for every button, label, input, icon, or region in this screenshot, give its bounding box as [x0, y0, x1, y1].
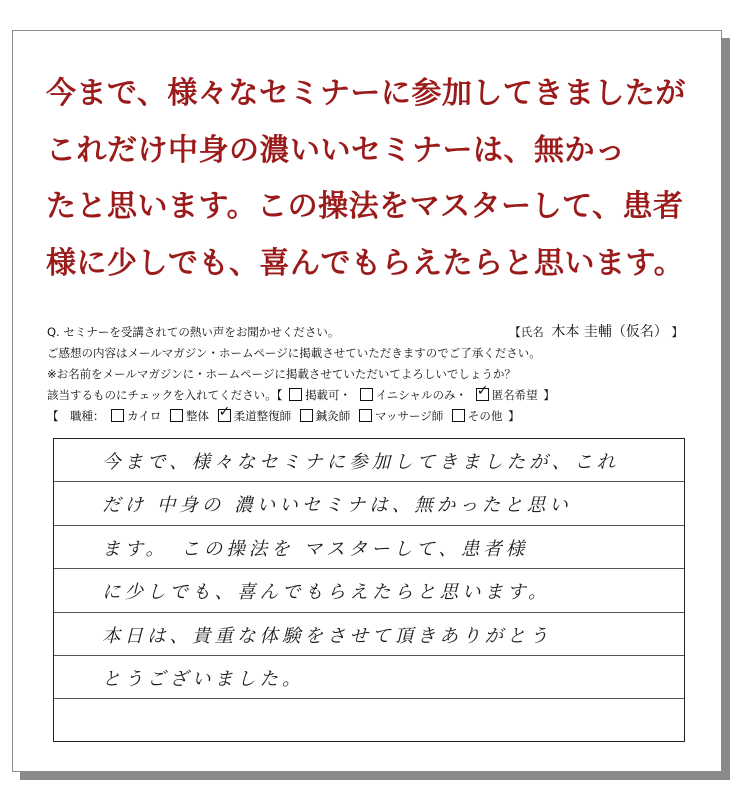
consent-text: ご感想の内容はメールマガジン・ホームページに掲載させていただきますのでご了承ください。: [47, 346, 541, 360]
headline-line: 今まで、様々なセミナーに参加してきましたが: [46, 76, 686, 111]
option-other: その他: [467, 409, 503, 423]
consent-row: [47, 343, 689, 364]
headline-line: たと思います。この操法をマスターして、患者: [46, 189, 684, 224]
occupation-label: 【 職種：: [47, 409, 105, 423]
checkbox-anonymous[interactable]: [476, 388, 489, 401]
checkbox-other[interactable]: [452, 409, 465, 422]
handwritten-answer-box: [53, 438, 685, 742]
option-seitai: 整体: [185, 409, 209, 423]
option-initials-only: イニシャルのみ・: [375, 388, 468, 402]
checkbox-chiro[interactable]: [111, 409, 124, 422]
name-value: 木本 圭輔（仮名）: [551, 324, 668, 340]
publish-close-bracket: 】: [543, 388, 555, 402]
option-massage: マッサージ師: [374, 409, 444, 423]
question-text: Q. セミナーを受講されての熱い声をお聞かせください。: [47, 325, 340, 339]
checkbox-massage[interactable]: [359, 409, 372, 422]
answer-line: に少しでも、喜んでもらえたらと思います。: [54, 569, 684, 612]
answer-line: だけ 中身の 濃いいセミナは、無かったと思い: [54, 482, 684, 525]
answer-line: 本日は、貴重な体験をさせて頂きありがとう: [54, 613, 684, 656]
option-publish-ok: 掲載可・: [305, 388, 352, 402]
publish-ask-text: ※お名前をメールマガジンに・ホームページに掲載させていただいてよろしいでしょうか？: [47, 367, 516, 381]
headline-quote: [46, 66, 706, 292]
question-row: [47, 322, 689, 343]
checkbox-initials-only[interactable]: [360, 388, 373, 401]
name-label: 【氏名: [509, 325, 544, 339]
publish-options-row: [47, 385, 689, 406]
option-acupuncture: 鍼灸師: [315, 409, 351, 423]
headline-line: これだけ中身の濃いいセミナーは、無かっ: [46, 132, 626, 168]
answer-line: 今まで、様々なセミナに参加してきましたが、これ: [54, 439, 684, 482]
option-judo-therapist: 柔道整復師: [233, 409, 292, 423]
checkbox-publish-ok[interactable]: [289, 388, 302, 401]
name-field: [509, 322, 683, 343]
answer-line: ます。 この操法を マスターして、患者様: [54, 526, 684, 569]
answer-line: とうございました。: [54, 656, 684, 699]
name-close-bracket: 】: [671, 325, 683, 339]
checkbox-acupuncture[interactable]: [300, 409, 313, 422]
answer-line: [54, 699, 684, 742]
publish-ask-row: [47, 364, 689, 385]
checkbox-judo-therapist[interactable]: [218, 409, 231, 422]
option-chiro: カイロ: [127, 409, 162, 423]
option-anonymous: 匿名希望: [491, 388, 538, 402]
check-prompt: 該当するものにチェックを入れてください。【: [47, 388, 283, 402]
occupation-close-bracket: 】: [508, 409, 520, 423]
headline-line: 様に少しでも、喜んでもらえたらと思います。: [46, 245, 685, 281]
occupation-row: [47, 406, 689, 427]
checkbox-seitai[interactable]: [170, 409, 183, 422]
survey-form-header: [47, 322, 689, 427]
